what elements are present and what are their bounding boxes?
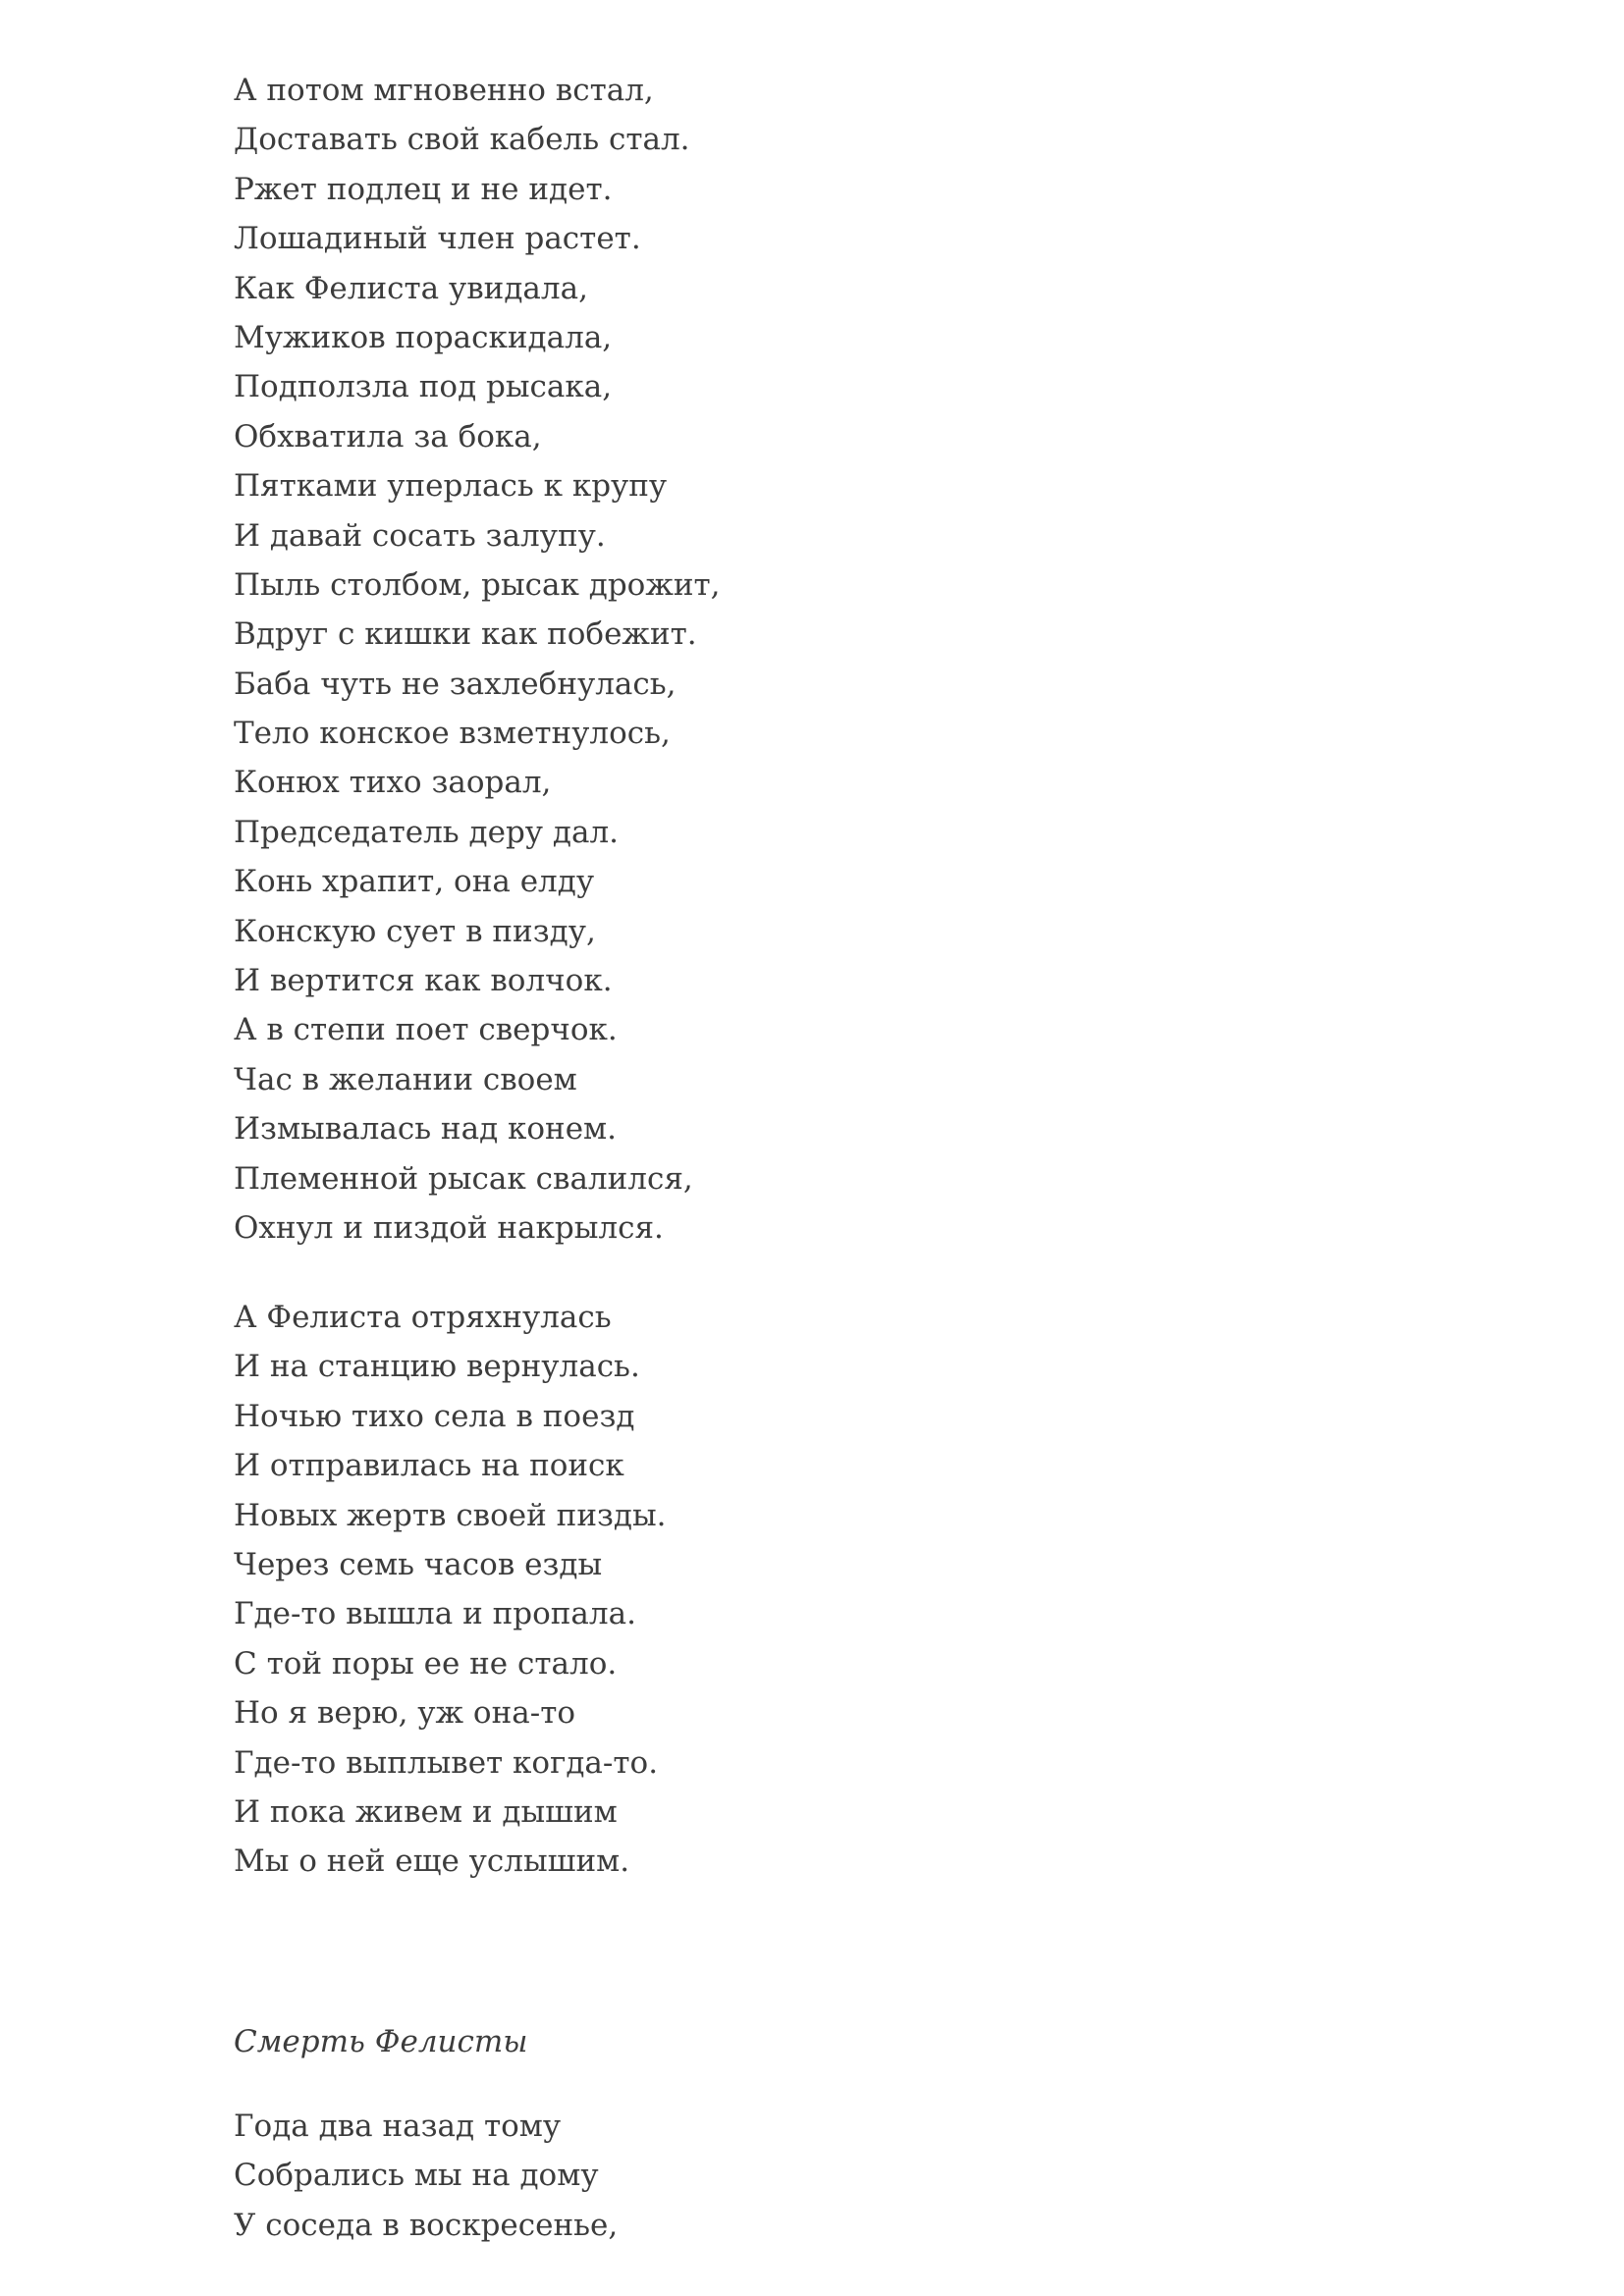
poem-line: Мы о ней еще услышим. [234, 1843, 630, 1880]
poem-line: Мужиков пораскидала, [234, 319, 613, 355]
poem-line: Час в желании своем [234, 1061, 577, 1097]
poem-line: А Фелиста отряхнулась [234, 1300, 612, 1335]
poem-line: Доставать свой кабель стал. [234, 122, 690, 158]
poem-line: Лошадиный член растет. [234, 221, 641, 257]
poem-line: И на станцию вернулась. [234, 1349, 640, 1385]
poem-line: Измывалась над конем. [234, 1111, 618, 1148]
poem-line: Где-то вышла и пропала. [234, 1596, 636, 1632]
poem-line: У соседа в воскресенье, [234, 2207, 619, 2243]
poem-stanza-2 [234, 1293, 1412, 1887]
poem-line: А потом мгновенно встал, [234, 73, 654, 108]
poem-line: Подползла под рысака, [234, 369, 613, 405]
poem-line: Ночью тихо села в поезд [234, 1398, 635, 1434]
poem-line: Новых жертв своей пизды. [234, 1497, 667, 1533]
poem-line: Конскую сует в пизду, [234, 913, 596, 949]
poem-line: С той поры ее не стало. [234, 1645, 618, 1682]
poem-line: Обхватила за бока, [234, 418, 542, 454]
poem-line: Через семь часов езды [234, 1546, 603, 1582]
poem-line: И вертится как волчок. [234, 963, 613, 999]
poem-line: Конюх тихо заорал, [234, 765, 552, 801]
poem-line: Пыль столбом, рысак дрожит, [234, 566, 721, 603]
poem-line: Племенной рысак свалился, [234, 1160, 693, 1197]
poem-line: Года два назад тому [234, 2109, 562, 2144]
poem-line: И пока живем и дышим [234, 1793, 618, 1830]
poem-line: И давай сосать залупу. [234, 517, 606, 554]
poem-line: Тело конское взметнулось, [234, 716, 671, 752]
poem-line: Но я верю, уж она-то [234, 1695, 576, 1732]
poem-line: Конь храпит, она елду [234, 864, 595, 900]
poem-stanza-3 [234, 2102, 1412, 2250]
poem-line: Где-то выплывет когда-то. [234, 1744, 659, 1781]
poem-line: Ржет подлец и не идет. [234, 171, 613, 207]
poem-line: Вдруг с кишки как побежит. [234, 616, 697, 653]
poem-line: Пятками уперлась к крупу [234, 468, 668, 505]
poem-line: Охнул и пиздой накрылся. [234, 1209, 664, 1246]
poem-line: Председатель деру дал. [234, 814, 619, 850]
poem-line: Собрались мы на дому [234, 2158, 599, 2194]
poem-line: Баба чуть не захлебнулась, [234, 666, 677, 702]
poem-line: Как Фелиста увидала, [234, 270, 588, 306]
poem-line: И отправилась на поиск [234, 1448, 624, 1484]
poem-title: Смерть Фелисты [234, 2024, 528, 2059]
poem-stanza-1 [234, 66, 1412, 1253]
poem-line: А в степи поет сверчок. [234, 1012, 618, 1048]
